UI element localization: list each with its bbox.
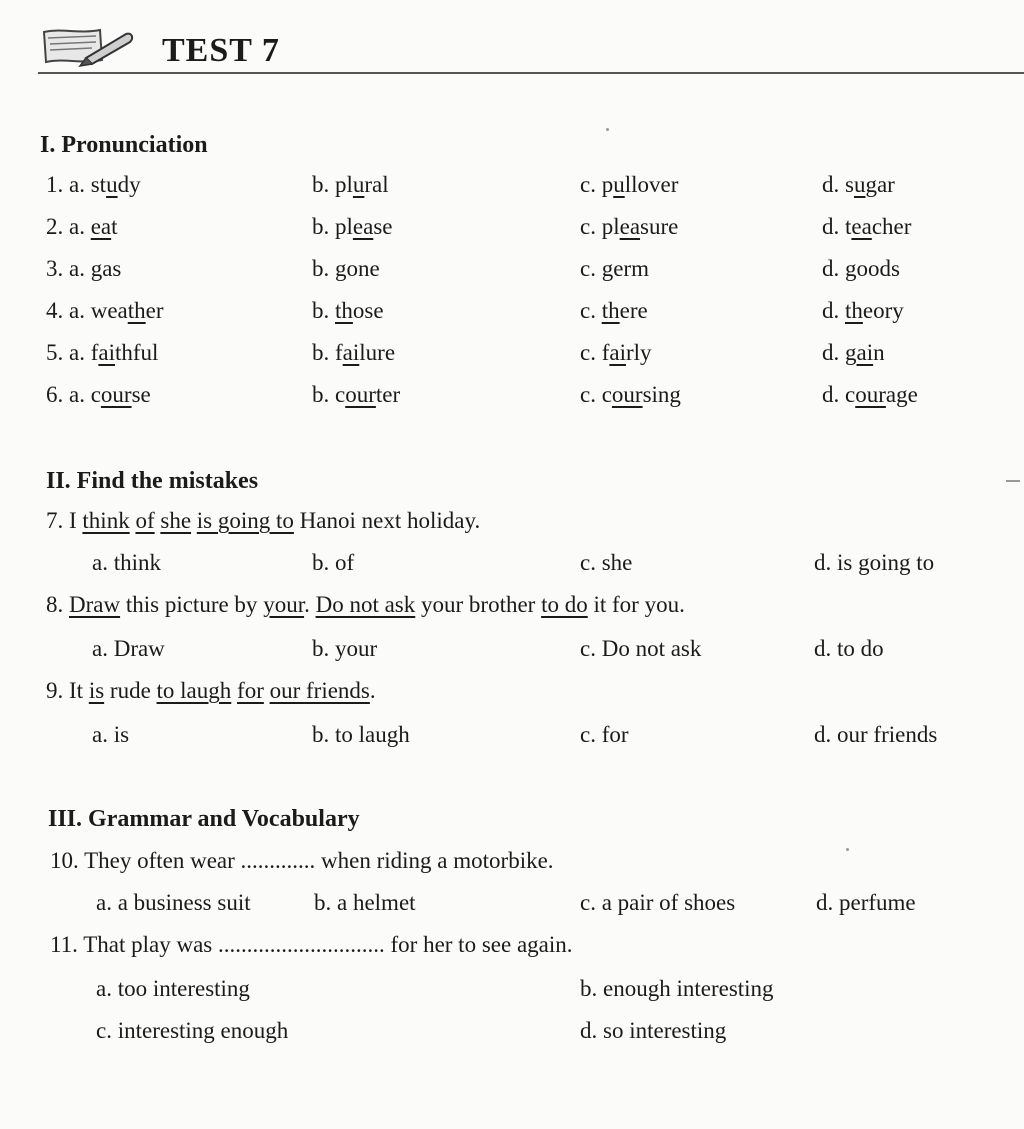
option-d[interactable] xyxy=(822,382,918,408)
word-part: ere xyxy=(619,298,648,323)
underlined-sound: u xyxy=(613,172,625,197)
header-divider xyxy=(38,72,1024,74)
option-a[interactable]: a. too interesting xyxy=(96,976,250,1001)
option-underline: Do not ask xyxy=(315,592,416,617)
underlined-sound: u xyxy=(853,172,866,197)
option-d[interactable]: d. to do xyxy=(814,636,884,661)
option-a[interactable] xyxy=(46,340,158,366)
word-part: t xyxy=(111,214,118,239)
question-8-stem: 8. Draw this picture by your. Do not ask your brother to do it for you. xyxy=(46,592,685,617)
underlined-sound: ea xyxy=(90,214,112,239)
option-underline: our friends xyxy=(269,678,370,703)
question-number: 4. xyxy=(46,298,64,323)
underlined-sound: ea xyxy=(352,214,374,239)
option-c[interactable] xyxy=(580,172,678,198)
word-part: d. g xyxy=(822,340,857,365)
pronunciation-row-3 xyxy=(0,256,1024,290)
word-part: d. s xyxy=(822,172,854,197)
underlined-sound: ai xyxy=(609,340,626,365)
option-d[interactable] xyxy=(822,298,904,324)
underlined-sound: ai xyxy=(856,340,874,365)
word-part: c. c xyxy=(580,382,612,407)
word-part: er xyxy=(145,298,164,323)
section-pronunciation-heading: I. Pronunciation xyxy=(40,132,208,158)
question-number: 3. xyxy=(46,256,64,281)
option-b[interactable] xyxy=(312,256,380,282)
underlined-sound: our xyxy=(100,382,132,407)
test-header xyxy=(38,18,1024,76)
word-part: a. st xyxy=(69,172,107,197)
question-number: 1. xyxy=(46,172,64,197)
word-part: c. germ xyxy=(580,256,649,281)
question-9-options xyxy=(0,722,1024,756)
option-a[interactable] xyxy=(46,382,151,408)
word-part: b. c xyxy=(312,382,346,407)
question-10-stem: 10. They often wear ............. when riding a motorbike. xyxy=(50,848,554,873)
question-9-stem: 9. It is rude to laugh for our friends. xyxy=(46,678,376,703)
word-part: b. f xyxy=(312,340,343,365)
word-part: eory xyxy=(862,298,904,323)
underlined-sound: our xyxy=(855,382,886,407)
question-8-options xyxy=(0,636,1024,670)
option-underline: to do xyxy=(541,592,588,617)
pronunciation-row-2 xyxy=(0,214,1024,248)
word-part: a. f xyxy=(69,340,99,365)
word-part: a. gas xyxy=(69,256,122,281)
option-b[interactable] xyxy=(312,298,384,324)
underlined-sound: th xyxy=(601,298,620,323)
option-c[interactable]: c. a pair of shoes xyxy=(580,890,736,915)
option-a[interactable]: a. is xyxy=(92,722,130,747)
option-c[interactable] xyxy=(580,256,649,282)
question-number: 5. xyxy=(46,340,64,365)
word-part: ral xyxy=(364,172,389,197)
pronunciation-row-1 xyxy=(0,172,1024,206)
word-part: se xyxy=(131,382,151,407)
word-part: a. xyxy=(69,214,91,239)
option-c[interactable] xyxy=(580,382,681,408)
underlined-sound: ai xyxy=(342,340,360,365)
option-c[interactable] xyxy=(580,298,648,324)
option-a[interactable] xyxy=(46,256,121,282)
word-part: d. goods xyxy=(822,256,900,281)
option-c[interactable]: c. interesting enough xyxy=(96,1018,289,1043)
option-b[interactable] xyxy=(312,382,400,408)
option-c[interactable]: c. Do not ask xyxy=(580,636,702,661)
question-11-options-row1 xyxy=(0,976,1024,1010)
underlined-sound: ea xyxy=(619,214,641,239)
word-part: ose xyxy=(352,298,384,323)
underlined-sound: u xyxy=(352,172,365,197)
test-title: TEST 7 xyxy=(162,32,280,69)
word-part: rly xyxy=(625,340,652,365)
question-11-options-row2 xyxy=(0,1018,1024,1052)
option-b[interactable]: b. a helmet xyxy=(314,890,416,915)
word-part: b. xyxy=(312,298,335,323)
option-underline: is xyxy=(88,678,105,703)
option-b[interactable] xyxy=(312,340,395,366)
option-a[interactable] xyxy=(46,214,118,240)
option-d[interactable]: d. our friends xyxy=(814,722,938,747)
option-b[interactable]: b. enough interesting xyxy=(580,976,774,1001)
page-edge-mark xyxy=(1006,480,1020,482)
underlined-sound: th xyxy=(335,298,353,323)
underlined-sound: u xyxy=(106,172,118,197)
option-c[interactable]: c. she xyxy=(580,550,633,575)
option-d[interactable]: d. so interesting xyxy=(580,1018,727,1043)
underlined-sound: th xyxy=(845,298,863,323)
option-underline: to laugh xyxy=(156,678,232,703)
word-part: d. xyxy=(822,298,845,323)
option-underline: Draw xyxy=(69,592,121,617)
word-part: b. pl xyxy=(312,172,353,197)
word-part: lure xyxy=(359,340,396,365)
pronunciation-row-5 xyxy=(0,340,1024,374)
word-part: gar xyxy=(865,172,895,197)
question-7-options xyxy=(0,550,1024,584)
option-a[interactable] xyxy=(46,298,164,324)
word-part: sing xyxy=(642,382,681,407)
word-part: a. c xyxy=(69,382,101,407)
underlined-sound: ai xyxy=(98,340,115,365)
question-7-stem: 7. I think of she is going to Hanoi next holiday. xyxy=(46,508,481,533)
option-d[interactable] xyxy=(822,256,900,282)
option-a[interactable]: a. a business suit xyxy=(96,890,251,915)
word-part: b. gone xyxy=(312,256,380,281)
option-d[interactable]: d. is going to xyxy=(814,550,935,575)
word-part: b. pl xyxy=(312,214,353,239)
word-part: age xyxy=(885,382,918,407)
underlined-sound: our xyxy=(345,382,376,407)
scan-speck xyxy=(606,128,609,131)
question-11-stem: 11. That play was ............................. for her to see again. xyxy=(50,932,573,957)
option-underline: she xyxy=(160,508,192,533)
word-part: thful xyxy=(114,340,159,365)
question-number: 2. xyxy=(46,214,64,239)
option-d[interactable] xyxy=(822,172,895,198)
option-a[interactable]: a. think xyxy=(92,550,161,575)
option-b[interactable]: b. to laugh xyxy=(312,722,410,747)
pen-and-paper-icon xyxy=(40,24,136,70)
option-underline: for xyxy=(237,678,264,703)
pronunciation-row-4 xyxy=(0,298,1024,332)
word-part: cher xyxy=(871,214,912,239)
option-a[interactable] xyxy=(46,172,141,198)
option-d[interactable] xyxy=(822,214,911,240)
question-10-options xyxy=(0,890,1024,924)
word-part: dy xyxy=(117,172,141,197)
word-part: a. wea xyxy=(69,298,128,323)
word-part: ter xyxy=(375,382,401,407)
option-b[interactable]: b. of xyxy=(312,550,355,575)
section-grammar-heading: III. Grammar and Vocabulary xyxy=(48,806,360,832)
section-mistakes-heading: II. Find the mistakes xyxy=(46,468,259,494)
option-b[interactable] xyxy=(312,172,389,198)
option-c[interactable] xyxy=(580,340,652,366)
word-part: llover xyxy=(624,172,679,197)
word-part: c. pl xyxy=(580,214,620,239)
underlined-sound: our xyxy=(611,382,643,407)
option-underline: of xyxy=(135,508,155,533)
word-part: se xyxy=(373,214,393,239)
underlined-sound: th xyxy=(127,298,146,323)
word-part: sure xyxy=(640,214,679,239)
option-d[interactable] xyxy=(822,340,885,366)
pronunciation-row-6 xyxy=(0,382,1024,416)
word-part: c. p xyxy=(580,172,614,197)
option-c[interactable]: c. for xyxy=(580,722,629,747)
word-part: d. c xyxy=(822,382,856,407)
option-b[interactable]: b. your xyxy=(312,636,378,661)
underlined-sound: ea xyxy=(851,214,872,239)
option-c[interactable] xyxy=(580,214,678,240)
word-part: c. f xyxy=(580,340,610,365)
option-a[interactable]: a. Draw xyxy=(92,636,165,661)
option-underline: is going to xyxy=(196,508,294,533)
option-underline: think xyxy=(82,508,130,533)
option-underline: your xyxy=(263,592,305,617)
word-part: n xyxy=(873,340,885,365)
scan-speck xyxy=(846,848,849,851)
word-part: d. t xyxy=(822,214,852,239)
option-b[interactable] xyxy=(312,214,392,240)
word-part: c. xyxy=(580,298,602,323)
option-d[interactable]: d. perfume xyxy=(816,890,916,915)
question-number: 6. xyxy=(46,382,64,407)
